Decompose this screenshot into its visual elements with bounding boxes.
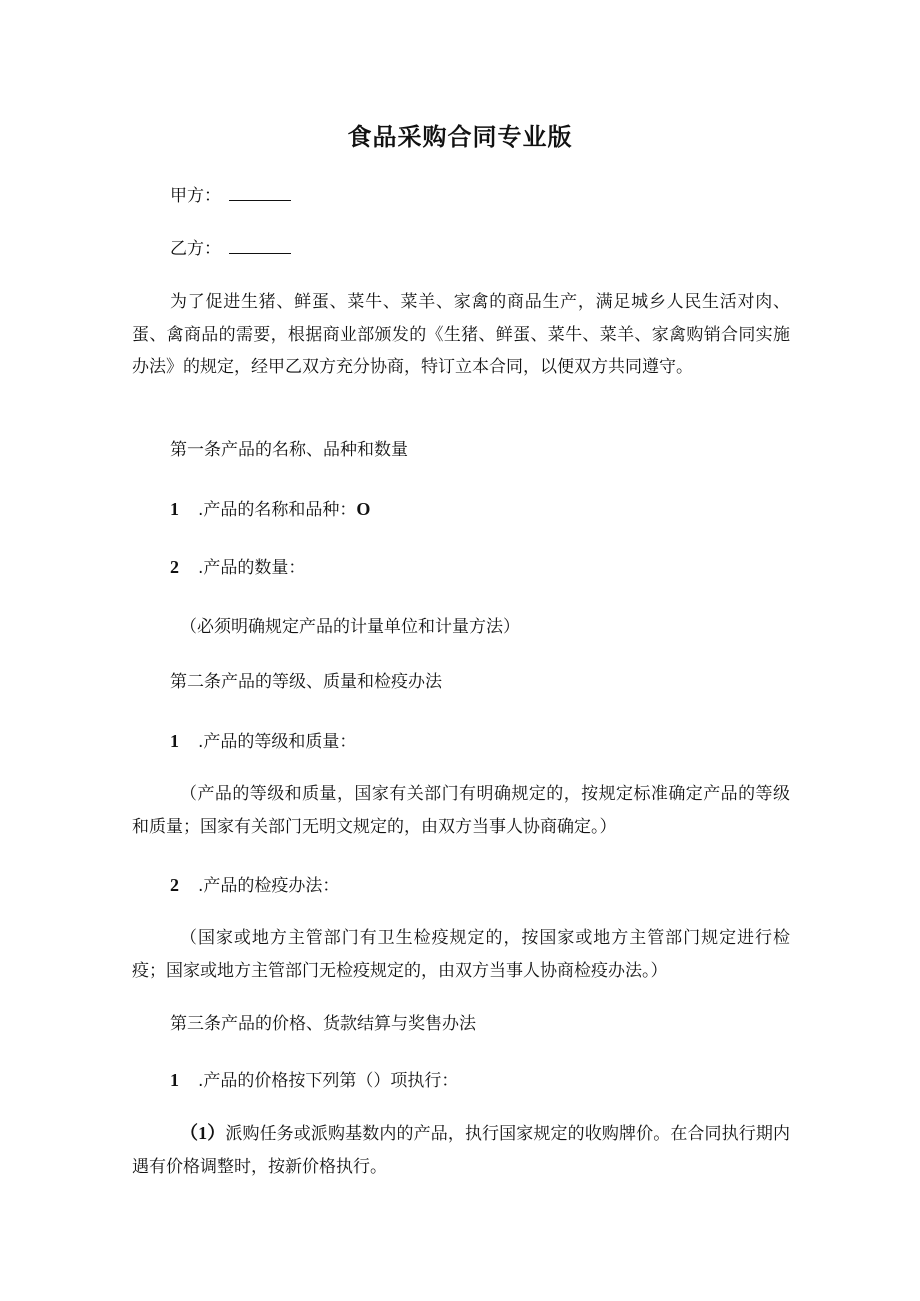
article3-sub1-number: （1） [180,1123,226,1143]
article2-item1-number: 1 [170,731,179,751]
article1-item1-text: .产品的名称和品种： [198,500,357,520]
article2-heading: 第二条产品的等级、质量和检疫办法 [170,672,442,692]
article1-item2 [170,557,305,578]
article1-note: （必须明确规定产品的计量单位和计量方法） [180,617,520,637]
article1-item1 [170,499,370,520]
article2-item2-number: 2 [170,875,179,895]
intro-paragraph: 为了促进生猪、鲜蛋、菜牛、菜羊、家禽的商品生产，满足城乡人民生活对肉、蛋、禽商品的需要，根据商业部颁发的《生猪、鲜蛋、菜牛、菜羊、家禽购销合同实施办法》的规定，经甲乙双方充分协商，特订立本合同，以便双方共同遵守。 [132,292,790,377]
party-b-line [170,239,291,259]
article2-note2: （国家或地方主管部门有卫生检疫规定的，按国家或地方主管部门规定进行检疫；国家或地方主管部门无检疫规定的，由双方当事人协商检疫办法。） [132,928,790,981]
article3-item1-text: .产品的价格按下列第（）项执行： [198,1071,459,1091]
article3-item1 [170,1070,458,1091]
article3-heading: 第三条产品的价格、货款结算与奖售办法 [170,1014,476,1034]
article1-heading: 第一条产品的名称、品种和数量 [170,440,408,460]
article2-item2 [170,875,339,896]
article1-item1-suffix: O [356,499,371,519]
article3-sub1-text: 派购任务或派购基数内的产品，执行国家规定的收购牌价。在合同执行期内遇有价格调整时，按新价格执行。 [132,1124,790,1177]
party-a-line [170,186,291,206]
article3-sub1 [132,1117,790,1183]
party-b-label: 乙方： [170,239,221,259]
article2-item1-text: .产品的等级和质量： [198,732,357,752]
party-a-blank [229,186,291,201]
article2-note1: （产品的等级和质量，国家有关部门有明确规定的，按规定标准确定产品的等级和质量；国家有关部门无明文规定的，由双方当事人协商确定。） [132,784,790,837]
document-title: 食品采购合同专业版 [347,123,573,151]
article1-item1-number: 1 [170,499,179,519]
article3-item1-number: 1 [170,1070,179,1090]
party-b-blank [229,239,291,254]
party-a-label: 甲方： [170,186,221,206]
article1-item2-number: 2 [170,557,179,577]
article1-item2-text: .产品的数量： [198,558,306,578]
article2-item1 [170,731,356,752]
article2-item2-text: .产品的检疫办法： [198,876,340,896]
